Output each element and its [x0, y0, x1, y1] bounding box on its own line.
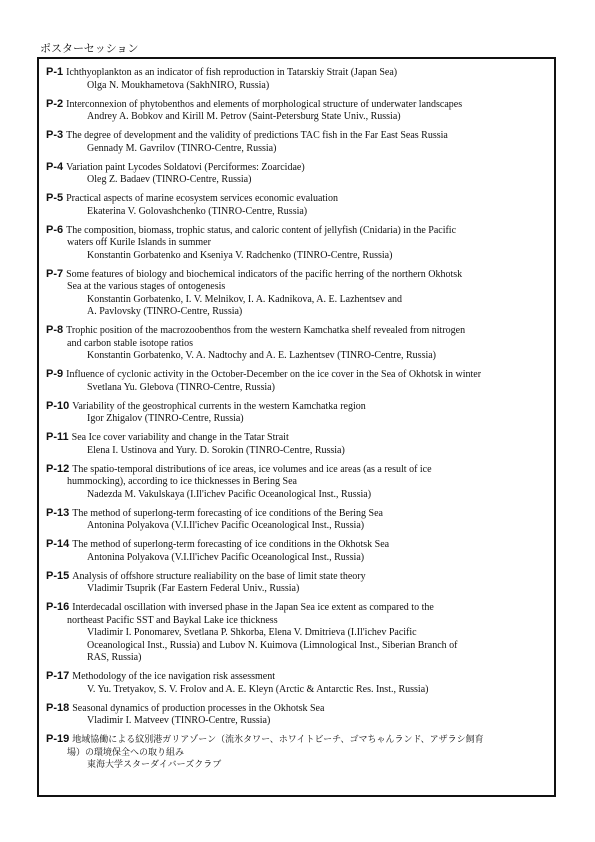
poster-title-text: The composition, biomass, trophic status, and caloric content of jellyfish (Cnidaria) in the Pacific [66, 224, 457, 236]
poster-number: P-19 [46, 733, 70, 745]
poster-number: P-8 [46, 324, 64, 336]
poster-authors: Svetlana Yu. Glebova (TINRO-Centre, Russia) [87, 381, 275, 393]
poster-authors: Oceanological Inst., Russia) and Lubov N. Kuimova (Limnological Inst., Siberian Branch of [87, 639, 458, 651]
poster-title-line [46, 463, 546, 477]
poster-authors: Gennady M. Gavrilov (TINRO-Centre, Russia) [87, 142, 277, 154]
page-heading: ポスターセッション [40, 42, 139, 55]
poster-number: P-5 [46, 192, 64, 204]
poster-entry [46, 431, 546, 457]
poster-number: P-4 [46, 160, 64, 173]
poster-title-line [46, 237, 546, 250]
poster-entry [46, 507, 546, 533]
poster-entry [46, 192, 546, 218]
poster-entry [46, 129, 546, 155]
poster-authors: Nadezda M. Vakulskaya (I.Il'ichev Pacific Oceanological Inst., Russia) [87, 488, 372, 500]
poster-authors: Antonina Polyakova (V.I.Il'ichev Pacific Oceanological Inst., Russia) [87, 520, 365, 531]
poster-authors: Andrey A. Bobkov and Kirill M. Petrov (Saint-Petersburg State Univ., Russia) [87, 111, 401, 122]
poster-number: P-10 [46, 399, 70, 412]
poster-number: P-14 [46, 538, 70, 550]
poster-title-text: Practical aspects of marine ecosystem services economic evaluation [66, 193, 338, 204]
poster-number: P-15 [46, 569, 70, 582]
poster-entry [46, 570, 546, 596]
poster-title-text: Methodology of the ice navigation risk assessment [72, 671, 275, 682]
poster-title-text: 地域協働による紋別港ガリアゾーン（流氷タワー、ホワイトビーチ、ゴマちゃんランド、アザラシ飼育 [72, 735, 484, 745]
poster-title-text: Some features of biology and biochemical indicators of the pacific herring of the northern Okhotsk [66, 268, 463, 280]
poster-number: P-9 [46, 368, 64, 380]
poster-entry [46, 368, 546, 394]
poster-entry [46, 66, 546, 92]
poster-title-line [46, 702, 546, 716]
poster-authors: Olga N. Moukhametova (SakhNIRO, Russia) [87, 79, 270, 91]
poster-title-text: Ichthyoplankton as an indicator of fish reproduction in Tatarskiy Strait (Japan Sea) [66, 67, 398, 78]
poster-entry [46, 324, 546, 363]
poster-number: P-7 [46, 267, 64, 280]
poster-title-text: Analysis of offshore structure realiability on the base of limit state theory [72, 570, 366, 582]
poster-authors: Vladimir I. Ponomarev, Svetlana P. Shkorba, Elena V. Dmitrieva (I.Il'ichev Pacific [87, 627, 417, 638]
poster-title-text: Interdecadal oscillation with inversed phase in the Japan Sea ice extent as compared to the [72, 602, 434, 613]
poster-title-line [46, 338, 546, 351]
poster-number: P-3 [46, 129, 64, 141]
poster-entry [46, 268, 546, 319]
poster-entry [46, 702, 546, 728]
poster-entry [46, 463, 546, 502]
poster-title-text: waters off Kurile Islands in summer [67, 237, 211, 248]
poster-authors: V. Yu. Tretyakov, S. V. Frolov and A. E. Kleyn (Arctic & Antarctic Res. Inst., Russia) [87, 683, 429, 695]
poster-authors: Elena I. Ustinova and Yury. D. Sorokin (TINRO-Centre, Russia) [87, 444, 345, 456]
poster-title-text: The degree of development and the validity of predictions TAC fish in the Far East Seas Russia [66, 130, 448, 141]
poster-title-line [46, 98, 546, 112]
poster-authors: A. Pavlovsky (TINRO-Centre, Russia) [87, 306, 243, 317]
poster-authors: Antonina Polyakova (V.I.Il'ichev Pacific Oceanological Inst., Russia) [87, 551, 365, 563]
poster-entry [46, 733, 546, 772]
poster-title-line [46, 268, 546, 282]
poster-title-text: The method of superlong-term forecasting of ice conditions of the Bering Sea [72, 507, 383, 519]
poster-title-line [46, 670, 546, 684]
poster-authors: Konstantin Gorbatenko, V. A. Nadtochy and A. E. Lazhentsev (TINRO-Centre, Russia) [87, 350, 437, 361]
poster-authors: Vladimir I. Matveev (TINRO-Centre, Russia) [87, 715, 271, 726]
poster-title-line [46, 507, 546, 521]
poster-title-line [46, 601, 546, 615]
poster-list-frame [37, 57, 556, 797]
poster-entry [46, 538, 546, 564]
poster-number: P-16 [46, 601, 70, 613]
poster-title-line [46, 400, 546, 414]
poster-title-text: Trophic position of the macrozoobenthos from the western Kamchatka shelf revealed from nitrogen [66, 325, 466, 336]
poster-title-line [46, 733, 546, 747]
poster-number: P-11 [46, 431, 69, 443]
poster-title-line [46, 192, 546, 206]
poster-title-line [46, 324, 546, 338]
poster-title-line [46, 570, 546, 584]
poster-title-text: 場）の環境保全への取り組み [67, 747, 185, 758]
poster-title-line [46, 615, 546, 628]
poster-title-text: Seasonal dynamics of production processes in the Okhotsk Sea [72, 702, 325, 714]
poster-title-text: Influence of cyclonic activity in the October-December on the ice cover in the Sea of Okhotsk in winter [66, 369, 482, 380]
poster-entries [46, 66, 546, 777]
poster-authors: Vladimir Tsuprik (Far Eastern Federal Univ., Russia) [87, 583, 300, 594]
poster-number: P-1 [46, 66, 64, 78]
poster-title-text: Sea Ice cover variability and change in the Tatar Strait [71, 432, 289, 443]
poster-number: P-13 [46, 506, 70, 519]
poster-title-text: and carbon stable isotope ratios [67, 337, 194, 349]
poster-title-line [46, 281, 546, 294]
poster-authors: Ekaterina V. Golovashchenko (TINRO-Centre, Russia) [87, 205, 308, 217]
poster-number: P-6 [46, 223, 64, 236]
poster-authors: 東海大学スターダイバーズクラブ [87, 760, 222, 770]
poster-title-text: Variability of the geostrophical currents in the western Kamchatka region [72, 400, 366, 412]
poster-authors: Igor Zhigalov (TINRO-Centre, Russia) [87, 413, 244, 424]
poster-title-line [46, 747, 546, 760]
poster-title-text: The spatio-temporal distributions of ice areas, ice volumes and ice areas (as a result of ice [72, 463, 432, 475]
poster-title-line [46, 538, 546, 552]
poster-entry [46, 400, 546, 426]
poster-entry [46, 601, 546, 665]
poster-title-text: Sea at the various stages of ontogenesis [67, 281, 226, 292]
poster-title-line [46, 368, 546, 382]
poster-number: P-17 [46, 670, 70, 682]
poster-number: P-12 [46, 462, 70, 475]
poster-title-text: The method of superlong-term forecasting of ice conditions in the Okhotsk Sea [72, 539, 390, 550]
poster-title-line [46, 476, 546, 489]
poster-title-text: northeast Pacific SST and Baykal Lake ice thickness [67, 614, 278, 626]
poster-authors: Konstantin Gorbatenko and Kseniya V. Radchenko (TINRO-Centre, Russia) [87, 249, 393, 261]
poster-entry [46, 224, 546, 263]
poster-title-text: Variation paint Lycodes Soldatovi (Perciformes: Zoarcidae) [66, 161, 305, 173]
poster-title-line [46, 224, 546, 238]
poster-number: P-18 [46, 701, 70, 714]
poster-authors: Oleg Z. Badaev (TINRO-Centre, Russia) [87, 174, 252, 185]
poster-authors: RAS, Russia) [87, 652, 142, 663]
poster-title-text: hummocking), according to ice thicknesses in Bering Sea [67, 476, 297, 487]
poster-title-line [46, 66, 546, 80]
poster-title-line [46, 161, 546, 175]
poster-entry [46, 161, 546, 187]
poster-title-line [46, 129, 546, 143]
poster-entry [46, 670, 546, 696]
poster-number: P-2 [46, 97, 64, 110]
poster-title-text: Interconnexion of phytobenthos and elements of morphological structure of underwater landscapes [66, 98, 463, 110]
poster-title-line [46, 431, 546, 445]
poster-authors: Konstantin Gorbatenko, I. V. Melnikov, I. A. Kadnikova, A. E. Lazhentsev and [87, 293, 403, 305]
poster-entry [46, 98, 546, 124]
